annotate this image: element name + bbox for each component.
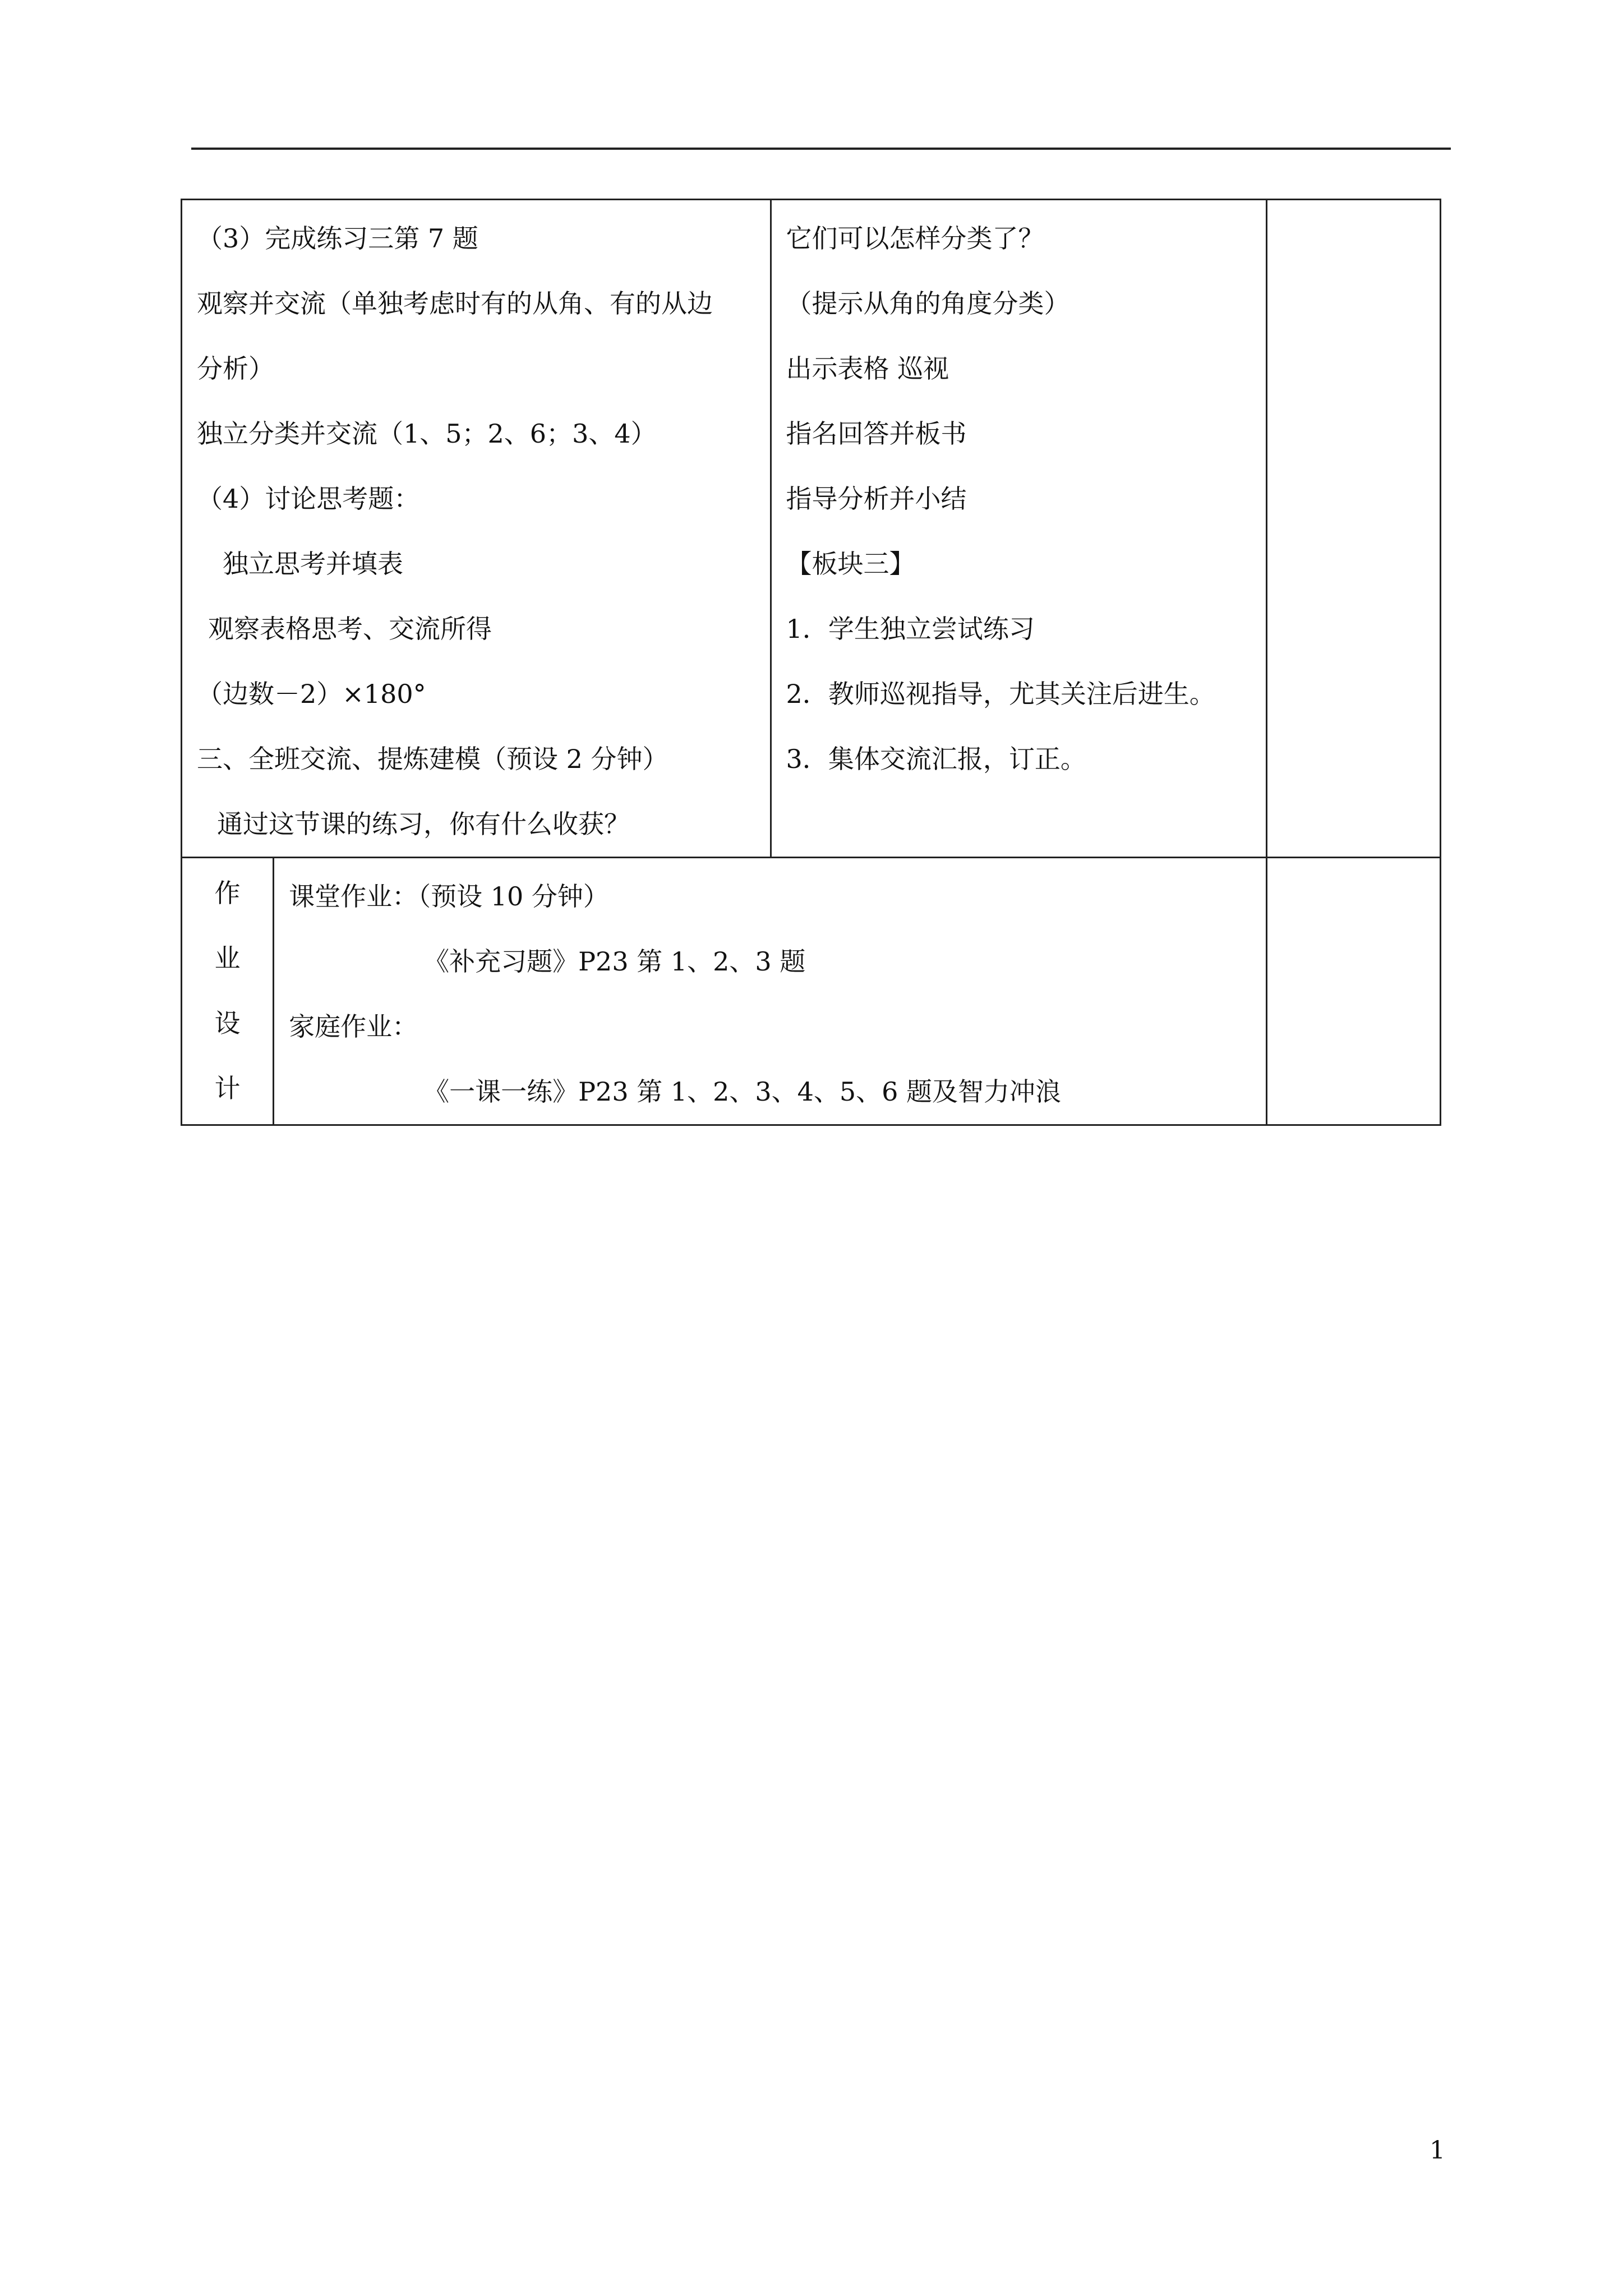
- homework-label-char-1: 作: [214, 878, 241, 908]
- homework-line-4: 《一课一练》P23 第 1、2、3、4、5、6 题及智力冲浪: [423, 1076, 1062, 1107]
- homework-label-char-2: 业: [214, 943, 241, 973]
- right-line-5: 指导分析并小结: [786, 484, 967, 514]
- student-activity-cell: [182, 200, 771, 858]
- right-line-3: 出示表格 巡视: [786, 353, 949, 384]
- right-line-8: 2．教师巡视指导，尤其关注后进生。: [786, 679, 1215, 709]
- left-line-2: 观察并交流（单独考虑时有的从角、有的从边: [197, 288, 713, 319]
- homework-line-2: 《补充习题》P23 第 1、2、3 题: [423, 946, 806, 977]
- right-line-9: 3．集体交流汇报，订正。: [786, 744, 1086, 774]
- lesson-plan-table: [181, 199, 1441, 1126]
- homework-content-cell: [274, 858, 1267, 1125]
- left-line-9: 三、全班交流、提炼建模（预设 2 分钟）: [197, 744, 668, 774]
- homework-label-cell: [182, 858, 274, 1125]
- left-line-10: 通过这节课的练习，你有什么收获？: [217, 809, 630, 839]
- left-line-3: 分析）: [197, 353, 274, 384]
- page-number: 1: [1430, 2136, 1445, 2165]
- left-line-6: 独立思考并填表: [223, 549, 403, 579]
- homework-label-char-4: 计: [214, 1073, 241, 1103]
- left-line-4: 独立分类并交流（1、5；2、6；3、4）: [197, 418, 657, 449]
- left-line-7: 观察表格思考、交流所得: [208, 614, 492, 644]
- right-line-1: 它们可以怎样分类了？: [786, 223, 1044, 254]
- teacher-activity-cell: [771, 200, 1266, 858]
- activity-row: [182, 200, 1441, 858]
- homework-notes-cell: [1266, 858, 1440, 1125]
- left-line-1: （3）完成练习三第 7 题: [197, 223, 478, 254]
- right-line-4: 指名回答并板书: [786, 418, 967, 449]
- right-line-6: 【板块三】: [786, 549, 915, 579]
- left-line-8: （边数－2）×180°: [197, 679, 426, 709]
- header-rule: [191, 148, 1451, 150]
- homework-line-3: 家庭作业：: [289, 1011, 418, 1042]
- homework-row: [182, 858, 1441, 1125]
- homework-line-1: 课堂作业：（预设 10 分钟）: [289, 881, 609, 912]
- right-line-7: 1．学生独立尝试练习: [786, 614, 1035, 644]
- notes-cell: [1266, 200, 1440, 858]
- right-line-2: （提示从角的角度分类）: [786, 288, 1070, 319]
- homework-label-char-3: 设: [214, 1008, 241, 1038]
- left-line-5: （4）讨论思考题：: [197, 484, 420, 514]
